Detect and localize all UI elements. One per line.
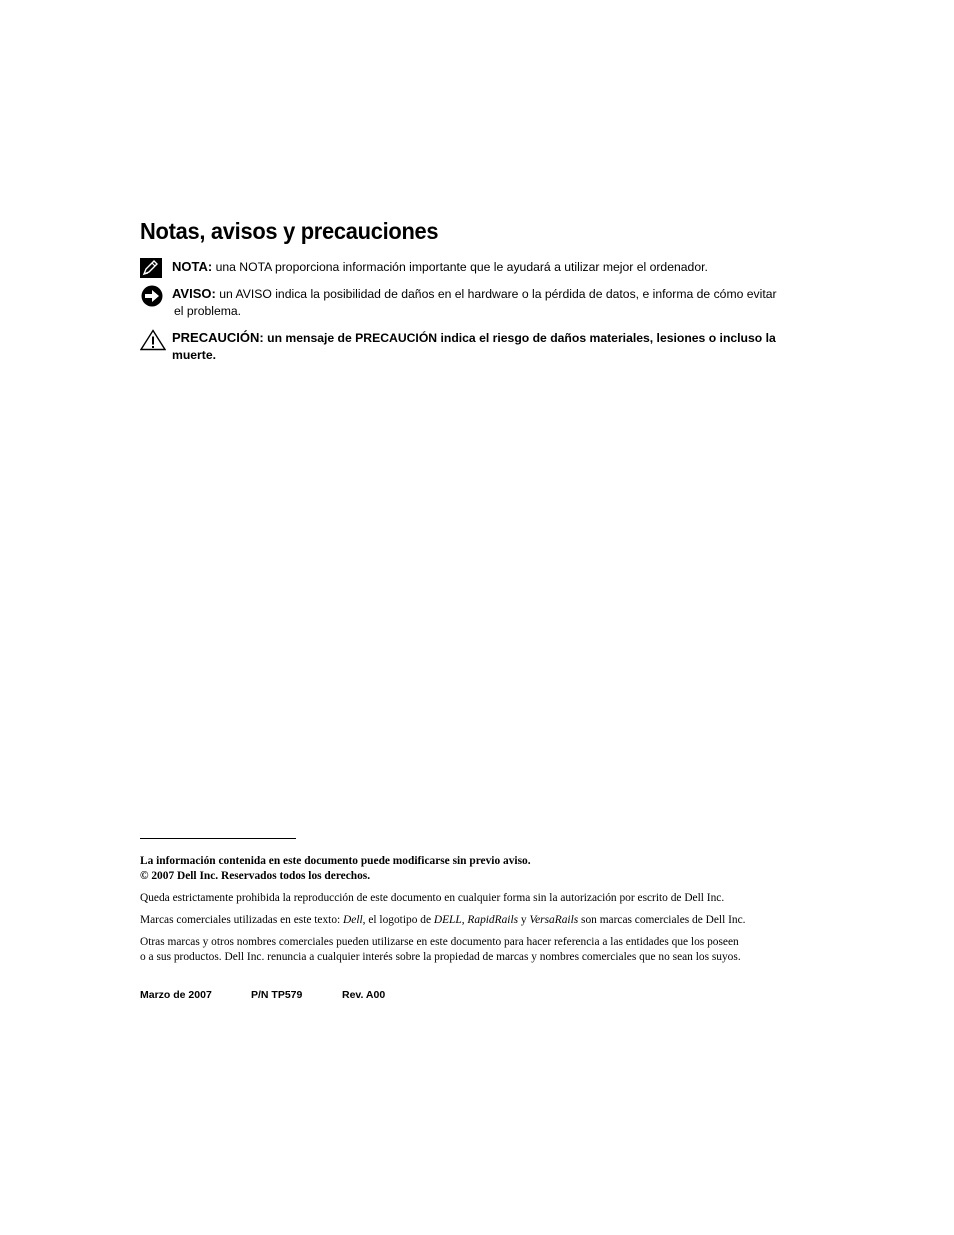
trademarks-text: , el logotipo de	[362, 914, 434, 926]
trademarks-text: son marcas comerciales de Dell Inc.	[578, 914, 746, 926]
note-label: NOTA:	[172, 259, 213, 274]
footnote-divider	[140, 838, 296, 839]
trademarks-text: Marcas comerciales utilizadas en este texto:	[140, 914, 344, 926]
warning-triangle-icon	[140, 329, 166, 356]
arrow-circle-icon	[140, 285, 164, 312]
trademark-rapidrails: RapidRails	[467, 914, 519, 926]
trademarks-notice	[140, 913, 820, 928]
footer-date: Marzo de 2007	[140, 989, 212, 1001]
notice-text: un AVISO indica la posibilidad de daños en el hardware o la pérdida de datos, e informa de cómo evitar	[215, 287, 777, 301]
trademarks-text: y	[518, 914, 530, 926]
caution-text: un mensaje de PRECAUCIÓN indica el riesgo de daños materiales, lesiones o incluso la muerte.	[172, 331, 776, 362]
page-title: Notas, avisos y precauciones	[140, 218, 439, 244]
other-trademarks-line: Otras marcas y otros nombres comerciales pueden utilizarse en este documento para hacer referencia a las entidades que los poseen	[140, 936, 739, 948]
notice-text-continued: el problema.	[174, 304, 242, 318]
trademark-dell: Dell	[343, 914, 363, 926]
trademark-versarails: VersaRails	[529, 914, 579, 926]
note-pencil-icon	[140, 258, 162, 283]
reproduction-notice: Queda estrictamente prohibida la reproducción de este documento en cualquier forma sin la autorización por escrito de Dell Inc.	[140, 892, 725, 904]
footer-part-number: P/N TP579	[251, 989, 303, 1001]
other-trademarks-line: o a sus productos. Dell Inc. renuncia a cualquier interés sobre la propiedad de marcas y nombres comerciales que no sean los suyos.	[140, 950, 741, 963]
other-trademarks-notice	[140, 935, 820, 964]
legal-notice	[140, 854, 820, 883]
legal-change-notice: La información contenida en este documento puede modificarse sin previo aviso.	[140, 855, 531, 867]
trademarks-text: ,	[461, 914, 468, 926]
footer-revision: Rev. A00	[342, 989, 386, 1001]
note-text: una NOTA proporciona información importante que le ayudará a utilizar mejor el ordenador.	[212, 260, 708, 274]
notice-label: AVISO:	[172, 286, 216, 301]
trademark-dell-logo: DELL	[433, 914, 462, 926]
caution-label: PRECAUCIÓN:	[172, 330, 264, 345]
copyright-line: © 2007 Dell Inc. Reservados todos los derechos.	[140, 869, 371, 882]
